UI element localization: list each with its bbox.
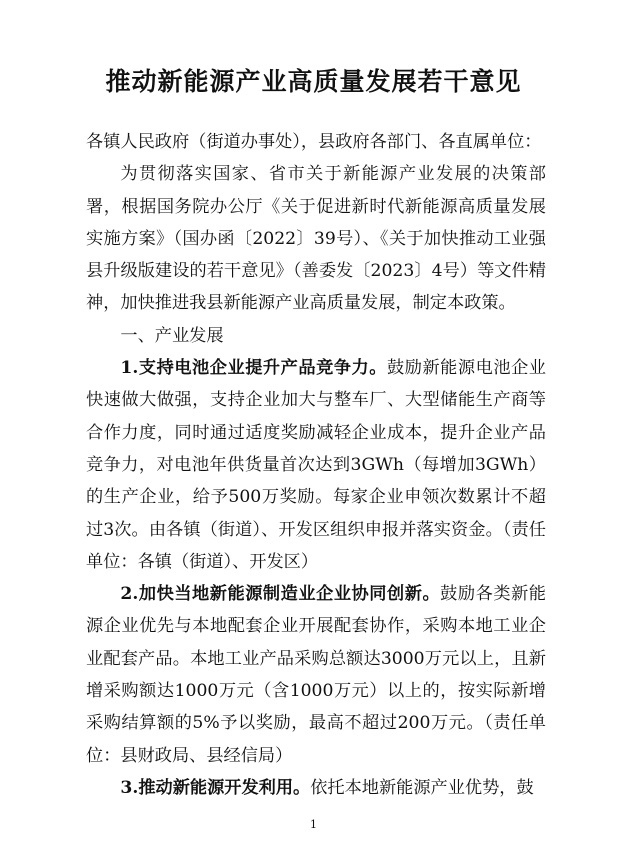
policy-item-3-text: 依托本地新能源产业优势，鼓 [310,777,534,798]
policy-item-3 [86,772,546,804]
policy-item-1 [86,352,546,578]
document-body [86,126,546,804]
salutation: 各镇人民政府（街道办事处），县政府各部门、各直属单位： [86,132,542,152]
policy-item-3-heading: 3.推动新能源开发利用。 [120,777,311,798]
document-title: 推动新能源产业高质量发展若干意见 [105,67,522,96]
policy-item-2-heading: 2.加快当地新能源制造业企业协同创新。 [120,584,441,605]
policy-item-2-text: 鼓励各类新能源企业优先与本地配套企业开展配套协作，采购本地工业企业配套产品。本地工业产品采购总额达3000万元以上，且新增采购额达1000万元（含1000万元）以上的，按实际新增采购结算额的5%予以奖励，最高不超过200万元。（责任单位：县财政局、县经信局） [86,584,546,766]
policy-item-1-text: 鼓励新能源电池企业快速做大做强，支持企业加大与整车厂、大型储能生产商等合作力度，同时通过适度奖励减轻企业成本，提升企业产品竞争力，对电池年供货量首次达到3GWh（每增加3GWh）的生产企业，给予500万奖励。每家企业申领次数累计不超过3次。由各镇（街道）、开发区组织申报并落实资金。（责任单位：各镇（街道）、开发区） [86,358,546,572]
intro-paragraph: 为贯彻落实国家、省市关于新能源产业发展的决策部署，根据国务院办公厅《关于促进新时代新能源高质量发展实施方案》（国办函〔2022〕39号）、《关于加快推动工业强县升级版建设的若干意见》（善委发〔2023〕4号）等文件精神，加快推进我县新能源产业高质量发展，制定本政策。 [86,164,546,314]
policy-item-2 [86,578,546,772]
page-number: 1 [310,818,317,831]
policy-item-1-heading: 1.支持电池企业提升产品竞争力。 [120,358,387,379]
section-heading: 一、产业发展 [120,325,224,346]
